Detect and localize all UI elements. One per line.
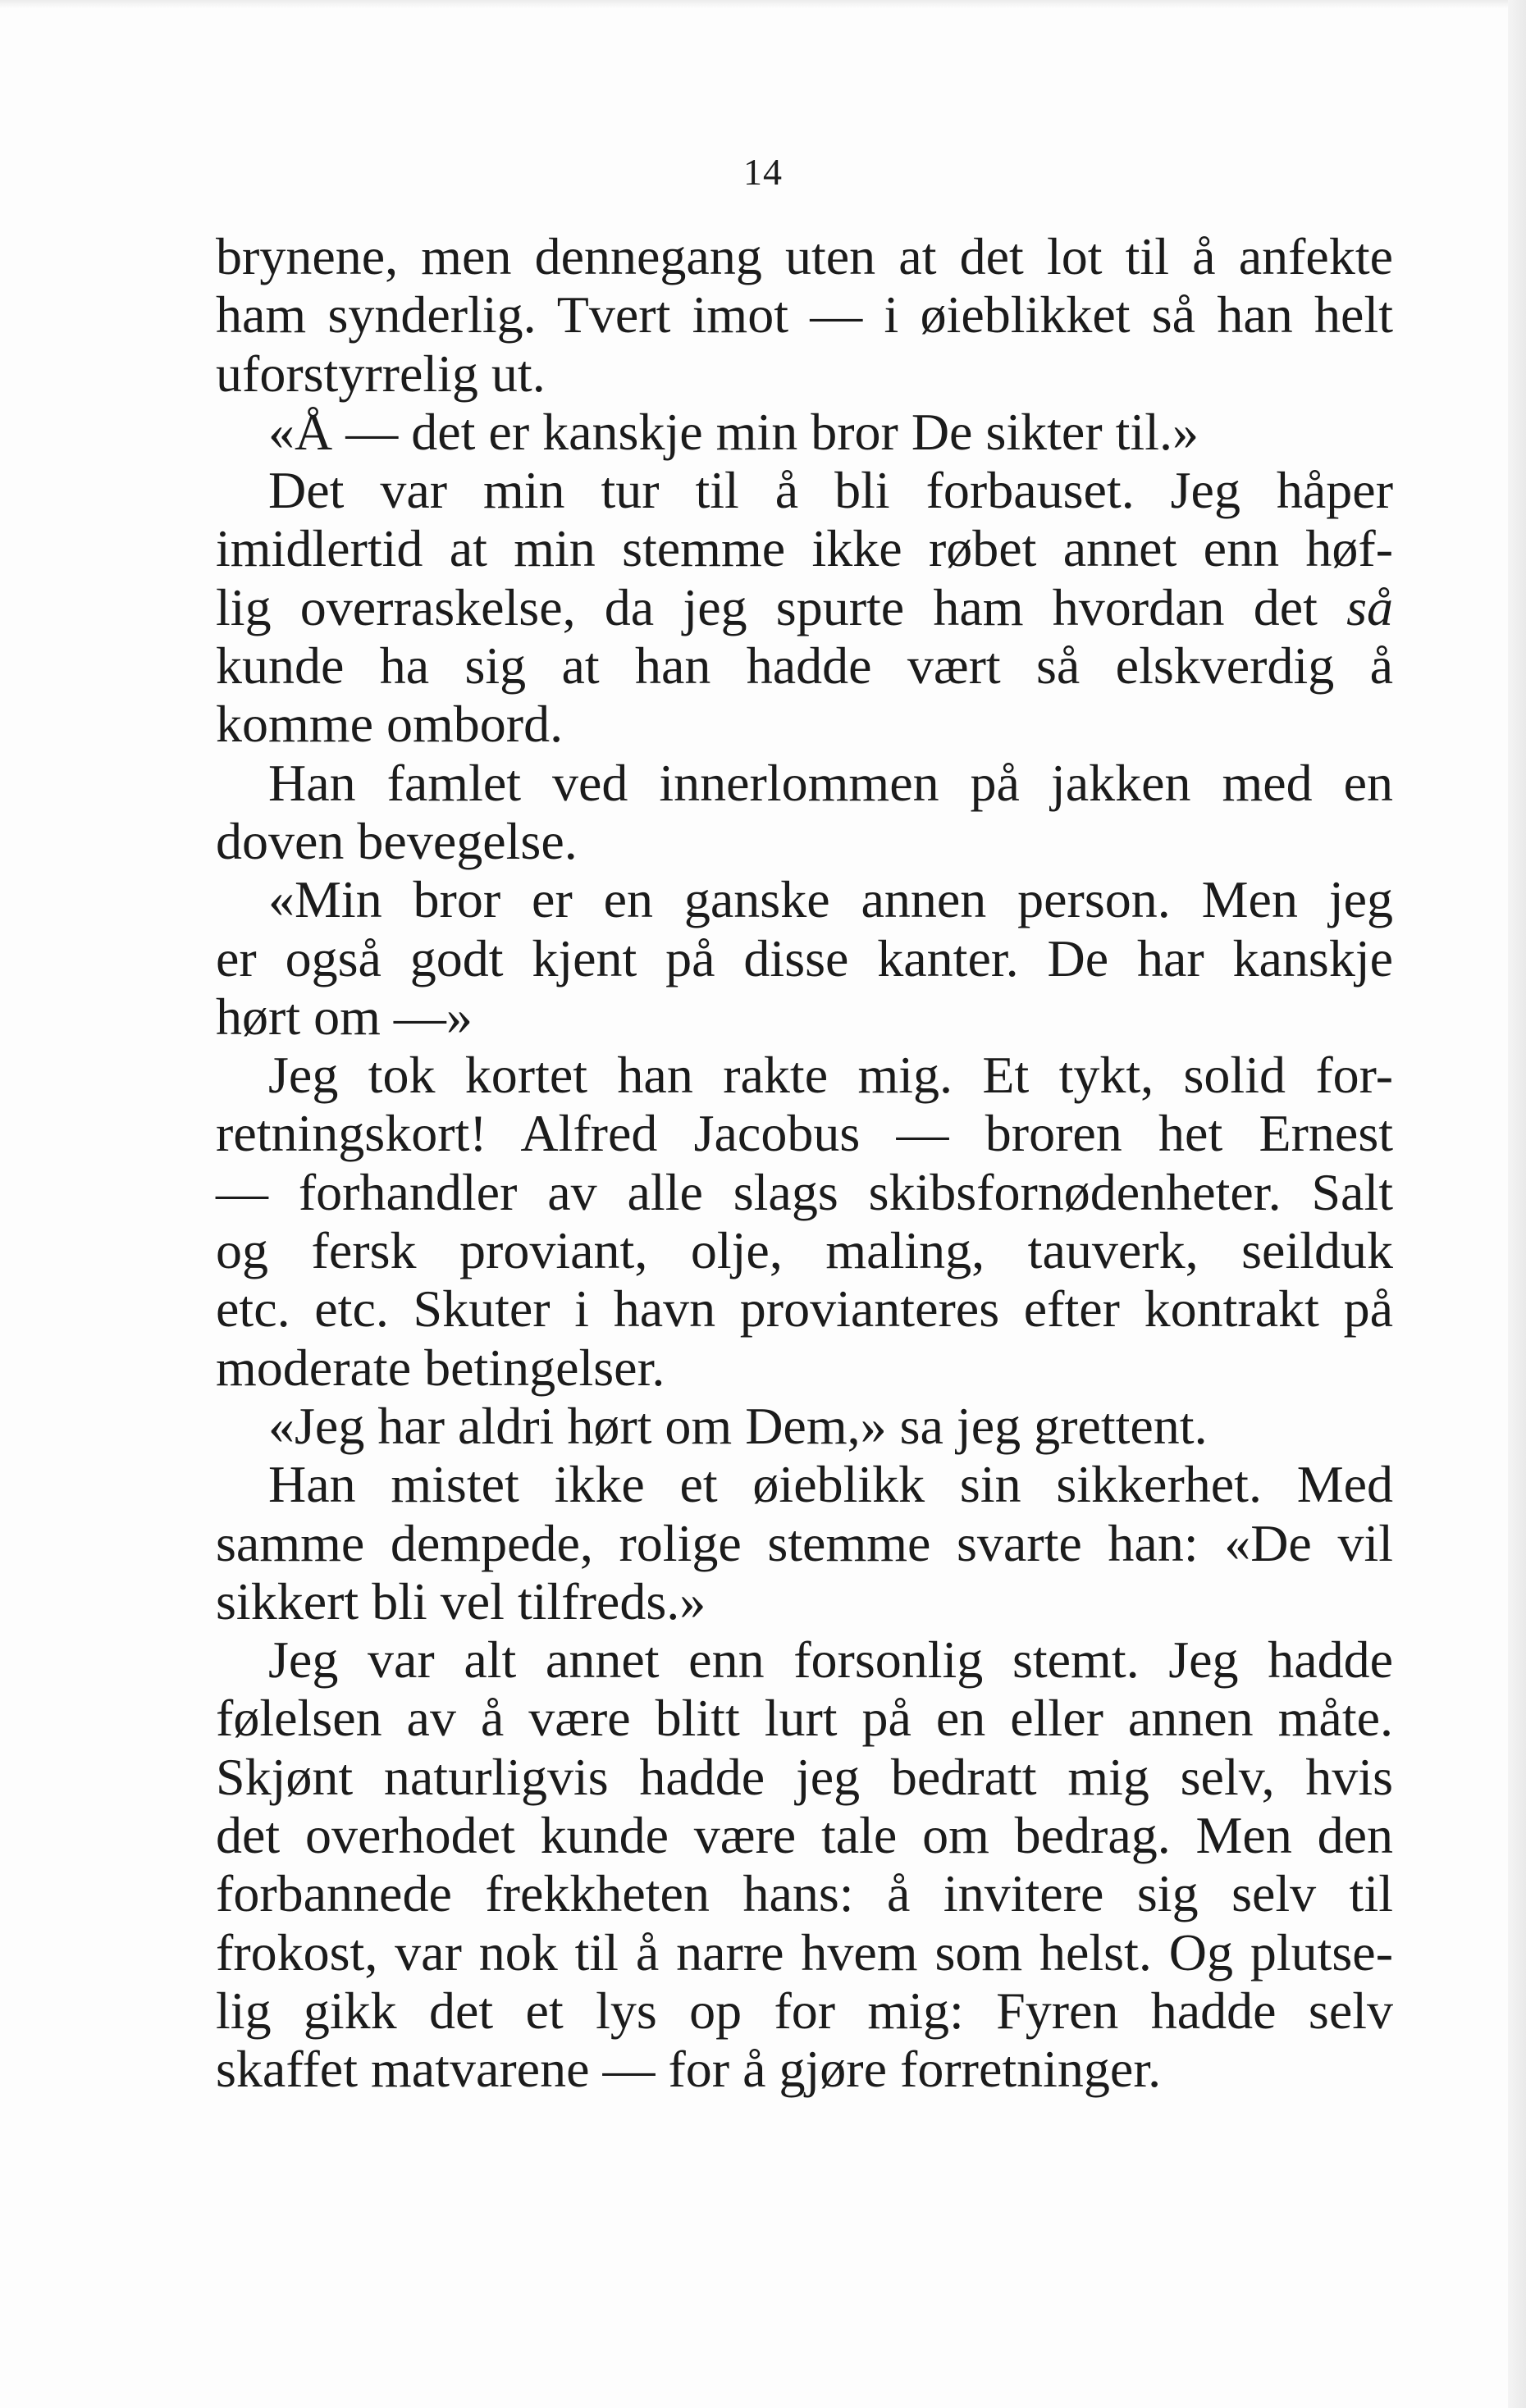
text-line: komme ombord. [216,695,564,754]
text-line: Skjønt naturligvis hadde jeg bedratt mig selv, hvis [216,1747,1393,1806]
text-line: brynene, men dennegang uten at det lot til å anfekte [216,227,1393,285]
text-line-main: lig overraskelse, da jeg spurte ham hvordan det [216,577,1318,636]
text-line: kunde ha sig at han hadde vært så elskverdig å [216,636,1393,695]
body-text [216,227,1393,2099]
text-line: følelsen av å være blitt lurt på en eller annen måte. [216,1689,1393,1748]
text-line: skaffet matvarene — for å gjøre forretninger. [216,2040,1162,2099]
text-line: og fersk proviant, olje, maling, tauverk, seilduk [216,1221,1393,1280]
page-number: 14 [743,151,783,193]
text-line: det overhodet kunde være tale om bedrag. Men den [216,1806,1393,1865]
text-line: hørt om —» [216,987,473,1046]
text-line: Jeg tok kortet han rakte mig. Et tykt, solid for- [268,1046,1393,1105]
text-line: doven bevegelse. [216,811,578,870]
text-line: lig gikk det et lys op for mig: Fyren hadde selv [216,1981,1393,2040]
text-line: «Jeg har aldri hørt om Dem,» sa jeg grettent. [268,1396,1208,1455]
text-line: «Å — det er kanskje min bror De sikter til.» [268,402,1199,461]
text-line [216,578,1393,636]
text-line: sikkert bli vel tilfreds.» [216,1571,706,1630]
page-top-edge [0,0,1526,8]
text-line: retningskort! Alfred Jacobus — broren het Ernest [216,1104,1393,1163]
text-line: imidlertid at min stemme ikke røbet annet enn høf- [216,519,1393,578]
text-line: moderate betingelser. [216,1338,665,1397]
text-line: ham synderlig. Tvert imot — i øieblikket så han helt [216,285,1393,344]
text-line: forbannede frekkheten hans: å invitere sig selv til [216,1864,1393,1923]
text-line: Han mistet ikke et øieblikk sin sikkerhet. Med [268,1455,1393,1514]
text-line: «Min bror er en ganske annen person. Men jeg [268,870,1393,929]
text-line: Jeg var alt annet enn forsonlig stemt. Jeg hadde [268,1630,1393,1690]
text-line: Han famlet ved innerlommen på jakken med en [268,753,1393,812]
text-line-italic: så [1346,577,1394,636]
page-right-edge [1508,0,1526,2408]
text-line: samme dempede, rolige stemme svarte han: «De vil [216,1513,1393,1572]
text-line: uforstyrrelig ut. [216,344,546,403]
text-line: er også godt kjent på disse kanter. De har kanskje [216,928,1393,987]
text-line: Det var min tur til å bli forbauset. Jeg håper [268,461,1393,520]
text-line: frokost, var nok til å narre hvem som helst. Og plutse- [216,1922,1393,1982]
text-line: etc. etc. Skuter i havn provianteres efter kontrakt på [216,1279,1393,1339]
text-line: — forhandler av alle slags skibsfornødenheter. Salt [216,1162,1393,1221]
